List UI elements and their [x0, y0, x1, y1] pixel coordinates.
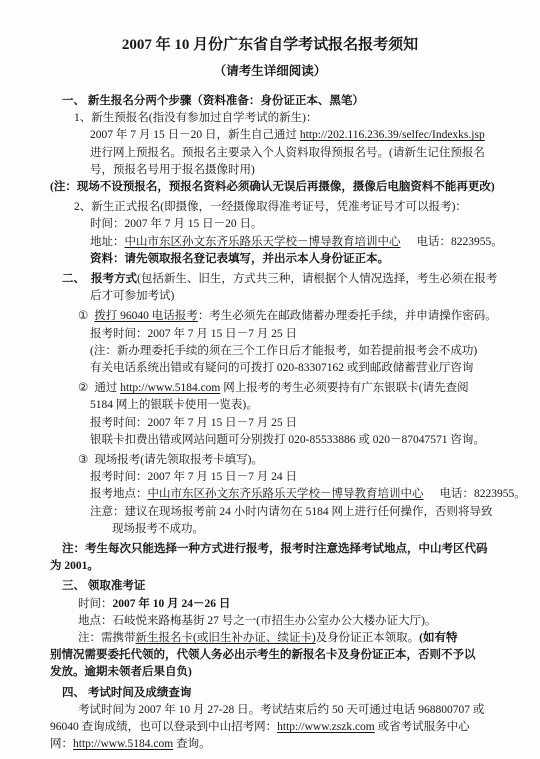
time-value: 2007 年 10 月 24－26 日: [112, 598, 231, 610]
step-1-line-1: [90, 128, 534, 142]
section-2-intro: (包括新生、旧生，方式共三种，请根据个人情况选择，考生必须在报考: [137, 273, 498, 285]
method-1-note: (注：新办理委托手续的须在三个工作日后才能报考，如若提前报考会不成功): [90, 345, 478, 357]
section-3-heading: 三、 领取准考证: [62, 580, 146, 592]
section-2-intro-cont: 后才可参加考试): [90, 290, 175, 302]
method-2-heading: [78, 381, 534, 395]
step-1-line-3: 号，预报名号用于报名摄像时用): [90, 164, 255, 176]
section-4-heading: 四、 考试时间及成绩查询: [62, 687, 192, 699]
line-3-suffix: 查询。: [173, 738, 211, 750]
method-1-text: ：考生必须先在邮政储蓄办理委托手续，并申请操作密码。: [197, 310, 497, 322]
section-3-time: [78, 597, 534, 611]
5184-url: http://www.5184.com: [73, 738, 174, 750]
method-2-text-cont: 5184 网上的银联卡使用一览表)。: [90, 399, 258, 411]
prereg-note: (注：现场不设预报名，预报名资料必须确认无误后再摄像，摄像后电脑资料不能再更改): [50, 181, 495, 193]
method-1-help: 有关电话系统出错或有疑问的可拨打 020-83307162 或到邮政储蓄营业厅咨询: [90, 362, 474, 374]
section-3-note: [78, 631, 534, 645]
step-2-time: 时间：2007 年 7 月 15 日－20 日。: [90, 218, 263, 230]
method-3-warning: 注意：建议在现场报考前 24 小时内请勿在 5184 网上进行任何操作，否则将导致: [90, 506, 493, 518]
section-2-heading: [62, 272, 534, 286]
method-3-warning-cont: 现场报考不成功。: [112, 523, 204, 535]
section-2-note-cont: 为 2001。: [50, 560, 99, 572]
method-3-heading: [78, 453, 534, 467]
note-prefix: 注：需携带: [78, 632, 136, 644]
note-bold-start: (如有特: [419, 632, 458, 644]
method-2-help: 银联卡扣费出错或网站问题可分别拨打 020-85533886 或 020－87047571 咨询。: [90, 434, 485, 446]
line-3-prefix: 网：: [50, 738, 73, 750]
place-phone: 电话：8223955。: [439, 488, 526, 500]
section-2-title: 报考方式: [91, 273, 137, 285]
step-1-heading: 1、新生预报名(指没有参加过自学考试的新生)：: [74, 112, 318, 124]
section-4-line-1: 考试时间为 2007 年 10 月 27-28 日。考试结束后约 50 天可通过电话 968800707 或: [78, 704, 485, 716]
method-2-time: 报考时间：2007 年 7 月 15 日－7 月 25 日: [90, 417, 297, 429]
section-4-line-3: [50, 737, 534, 751]
method-2-prefix: 通过: [94, 382, 121, 394]
doc-subtitle: （请考生详细阅读）: [213, 64, 327, 78]
section-4-line-2: [50, 720, 534, 734]
method-3-place: [90, 487, 534, 501]
address-value: 中山市东区孙文东齐乐路乐天学校－博导教育培训中心: [124, 236, 401, 248]
method-1-label: 拨打 96040 电话报考: [94, 310, 198, 322]
circled-number-3: ③: [78, 454, 89, 466]
zszk-url: http://www.zszk.com: [277, 721, 375, 733]
line-2-prefix: 96040 查询成绩，也可以登录到中山招考网：: [50, 721, 278, 733]
step-1-line-2: 进行网上预报名。预报名主要录入个人资料取得预报名号。(请新生记住预报名: [90, 147, 485, 159]
section-3-note-cont-1: 别情况需要委托代领的，代领人务必出示考生的新报名卡及身份证正本，否则不予以: [50, 649, 476, 661]
phone-text: 电话：8223955。: [416, 236, 503, 248]
method-3-time: 报考时间：2007 年 7 月 15 日－7 月 24 日: [90, 471, 297, 483]
line-2-suffix: 或省考试服务中心: [374, 721, 470, 733]
method-1-time: 报考时间：2007 年 7 月 15 日－7 月 25 日: [90, 328, 297, 340]
section-3-place: 地点：石岐悦来路梅基街 27 号之一(市招生办公室办公大楼办证大厅)。: [78, 615, 437, 627]
step-2-heading: 2、新生正式报名(即摄像，一经摄像取得准考证号，凭准考证号才可以报考)：: [74, 201, 467, 213]
method-3-label: 现场报考(请先领取报考卡填写)。: [94, 454, 263, 466]
note-item: 新生报名卡(或旧生补办证、续证卡): [135, 632, 316, 644]
place-label: 报考地点：: [90, 488, 148, 500]
section-3-note-cont-2: 发放。逾期未领者后果自负): [50, 666, 192, 678]
step-1-date-text: 2007 年 7 月 15 日－20 日，新生自己通过: [90, 129, 300, 141]
time-label: 时间：: [78, 598, 113, 610]
circled-number-1: ①: [78, 310, 89, 322]
method-2-text: 网上报考的考生必须要持有广东银联卡(请先查阅: [220, 382, 469, 394]
section-2-note: 注：考生每次只能选择一种方式进行报考，报考时注意选择考试地点，中山考区代码: [62, 543, 488, 555]
method-1-heading: [78, 309, 534, 323]
place-value: 中山市东区孙文东齐乐路乐天学校－博导教育培训中心: [147, 488, 424, 500]
step-2-materials: 资料：请先领取报名登记表填写，并出示本人身份证正本。: [90, 253, 389, 265]
note-suffix: 及身份证正本领取。: [315, 632, 420, 644]
section-2-number: 二、: [62, 273, 85, 285]
prereg-url: http://202.116.236.39/selfec/Indexks.jsp: [299, 129, 485, 141]
circled-number-2: ②: [78, 382, 89, 394]
section-1-heading: 一、 新生报名分两个步骤（资料准备：身份证正本、黑笔）: [62, 95, 364, 107]
method-2-url: http://www.5184.com: [120, 382, 221, 394]
address-label: 地址：: [90, 236, 125, 248]
step-2-address: [90, 235, 534, 249]
doc-title: 2007 年 10 月份广东省自学考试报名报考须知: [121, 37, 419, 53]
